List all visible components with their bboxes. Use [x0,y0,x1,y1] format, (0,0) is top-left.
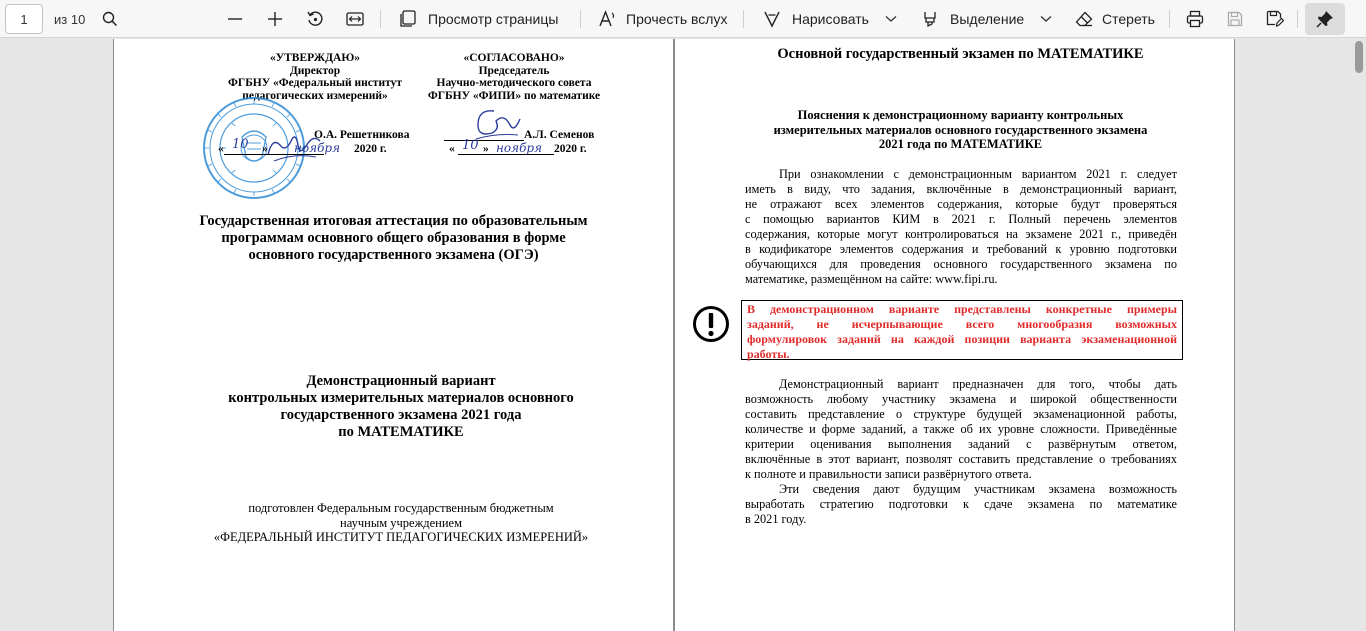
highlight-icon[interactable] [917,0,943,38]
para-line: При ознакомлении с демонстрационным вариантом 2021 г. следует [779,167,1177,181]
prepared-by-block [114,501,688,545]
agreed-role: Председатель [478,64,550,77]
approved-date-open-quote: « [218,143,224,155]
warning-line: В демонстрационном варианте представлены конкретные примеры [747,302,1177,316]
agreed-org-line1: Научно-методического совета [436,77,592,89]
title-line: программам основного общего образования в форме [221,230,566,246]
para-line: обучающихся для проведения основного государственного экзамена по [745,257,1177,271]
document-title [114,213,673,264]
approved-date-day: 10 [232,137,249,152]
pdf-page-1 [113,39,674,631]
draw-options-chevron-icon[interactable] [878,0,904,38]
fit-width-icon[interactable] [342,0,368,38]
agreed-block [414,52,614,102]
pdf-page-2 [674,39,1235,631]
para-line: Демонстрационный вариант предназначен для того, чтобы дать [779,377,1177,391]
agreed-heading: «СОГЛАСОВАНО» [463,52,565,64]
page-view-icon[interactable] [395,0,421,38]
save-icon[interactable] [1222,0,1248,38]
vertical-scrollbar[interactable] [1352,39,1366,631]
highlight-options-chevron-icon[interactable] [1033,0,1059,38]
para-line: иметь в виду, что задания, включённые в демонстрационный вариант, [745,182,1177,196]
demo-line: контрольных измерительных материалов основного [228,390,574,406]
para-line: содержания, которые могут контролироваться на экзамене 2021 г., приведён [745,227,1177,241]
zoom-in-icon[interactable] [262,0,288,38]
para-line: в 2021 году. [745,512,807,526]
prepared-line: «ФЕДЕРАЛЬНЫЙ ИНСТИТУТ ПЕДАГОГИЧЕСКИХ ИЗМЕРЕНИЙ» [213,530,589,544]
approved-org-line2: педагогических измерений» [242,89,388,102]
prepared-line: научным учреждением [340,515,462,530]
draw-icon[interactable] [759,0,785,38]
highlight-button[interactable]: Выделение [950,11,1025,27]
explanations-title [675,108,1246,152]
approved-role: Директор [289,64,341,77]
erase-button[interactable]: Стереть [1102,11,1155,27]
agreed-date-month: ноября [496,141,543,155]
approved-date-close-quote: » [262,143,268,155]
purpose-paragraph [745,377,1177,527]
zoom-out-icon[interactable] [222,0,248,38]
para-line: с помощью вариантов КИМ в 2021 г. Полный перечень элементов [745,212,1177,226]
warning-note-box [741,300,1183,360]
approved-heading: «УТВЕРЖДАЮ» [269,52,361,64]
agreed-org-line2: ФГБНУ «ФИПИ» по математике [427,89,601,102]
agreer-signature [470,103,526,143]
read-aloud-icon[interactable] [595,0,621,38]
agreer-name: А.Л. Семенов [524,129,595,141]
para-line: критерии оценивания выполнения заданий с развёрнутым ответом, [745,437,1177,451]
eraser-icon[interactable] [1071,0,1097,38]
page-total-label: из 10 [54,11,86,27]
approved-date-year: 2020 г. [354,143,387,155]
approver-name: О.А. Решетникова [314,129,410,141]
para-line: Эти сведения дают будущим участникам экзамена возможность [779,482,1177,496]
approved-org-line1: ФГБНУ «Федеральный институт [228,77,402,89]
pdf-toolbar [0,0,1366,38]
page-number-input[interactable]: 1 [5,4,43,34]
agreed-date-open-quote: « [449,143,455,155]
para-line: в кодификаторе элементов содержания и требований к уровню подготовки [745,242,1177,256]
para-line: математике, размещённом на сайте: www.fipi.ru. [745,272,998,286]
para-line: выработать стратегию подготовки к сдаче экзамена по математике [745,497,1177,511]
page-view-button[interactable]: Просмотр страницы [428,11,559,27]
warning-line: работы. [747,347,790,361]
save-as-icon[interactable] [1262,0,1288,38]
draw-button[interactable]: Нарисовать [792,11,869,27]
search-icon[interactable] [97,0,123,38]
warning-line: заданий, не исчерпывающие всего многообразия возможных [747,317,1177,331]
approved-date-month: ноября [294,141,341,155]
rotate-icon[interactable] [302,0,328,38]
para-line: включённые в этот вариант, позволят составить представление о требованиях [745,452,1177,466]
subtitle-line: Пояснения к демонстрационному варианту контрольных [797,108,1124,122]
pin-toolbar-button[interactable] [1305,3,1345,35]
demo-line: Демонстрационный вариант [306,373,496,389]
para-line: составить представление о структуре будущей экзаменационной работы, [745,407,1177,421]
subtitle-line: измерительных материалов основного государственного экзамена [773,122,1148,137]
agreed-date-day: 10 [462,138,479,153]
prepared-line: подготовлен Федеральным государственным бюджетным [248,501,554,515]
print-icon[interactable] [1182,0,1208,38]
pin-icon [1316,10,1334,28]
scrollbar-thumb[interactable] [1355,41,1363,73]
intro-paragraph [745,167,1177,287]
approved-block [204,52,426,102]
document-viewer[interactable] [0,39,1366,631]
warning-line: формулировок заданий на каждой позиции варианта экзаменационной [747,332,1177,346]
para-line: количестве и форме заданий, а также об их уровне сложности. Приведённые [745,422,1177,436]
demo-line: государственного экзамена 2021 года [280,407,522,423]
para-line: возможность любому участнику экзамена и широкой общественности [745,392,1177,406]
demo-line: по МАТЕМАТИКЕ [338,424,464,440]
agreed-date-year: 2020 г. [554,143,587,155]
subtitle-line: 2021 года по МАТЕМАТИКЕ [878,137,1043,151]
para-line: не отражают всех элементов содержания, которые будут проверяться [745,197,1177,211]
read-aloud-button[interactable]: Прочесть вслух [626,11,728,27]
para-line: к полноте и правильности записи развёрнутого ответа. [745,467,1032,481]
demo-variant-title [114,373,688,441]
agreed-date-close-quote: » [483,143,489,155]
warning-exclamation-icon [692,305,730,343]
page-header: Основной государственный экзамен по МАТЕМАТИКЕ [777,46,1144,62]
title-line: Государственная итоговая аттестация по образовательным [199,213,588,229]
title-line: основного государственного экзамена (ОГЭ) [248,247,539,263]
